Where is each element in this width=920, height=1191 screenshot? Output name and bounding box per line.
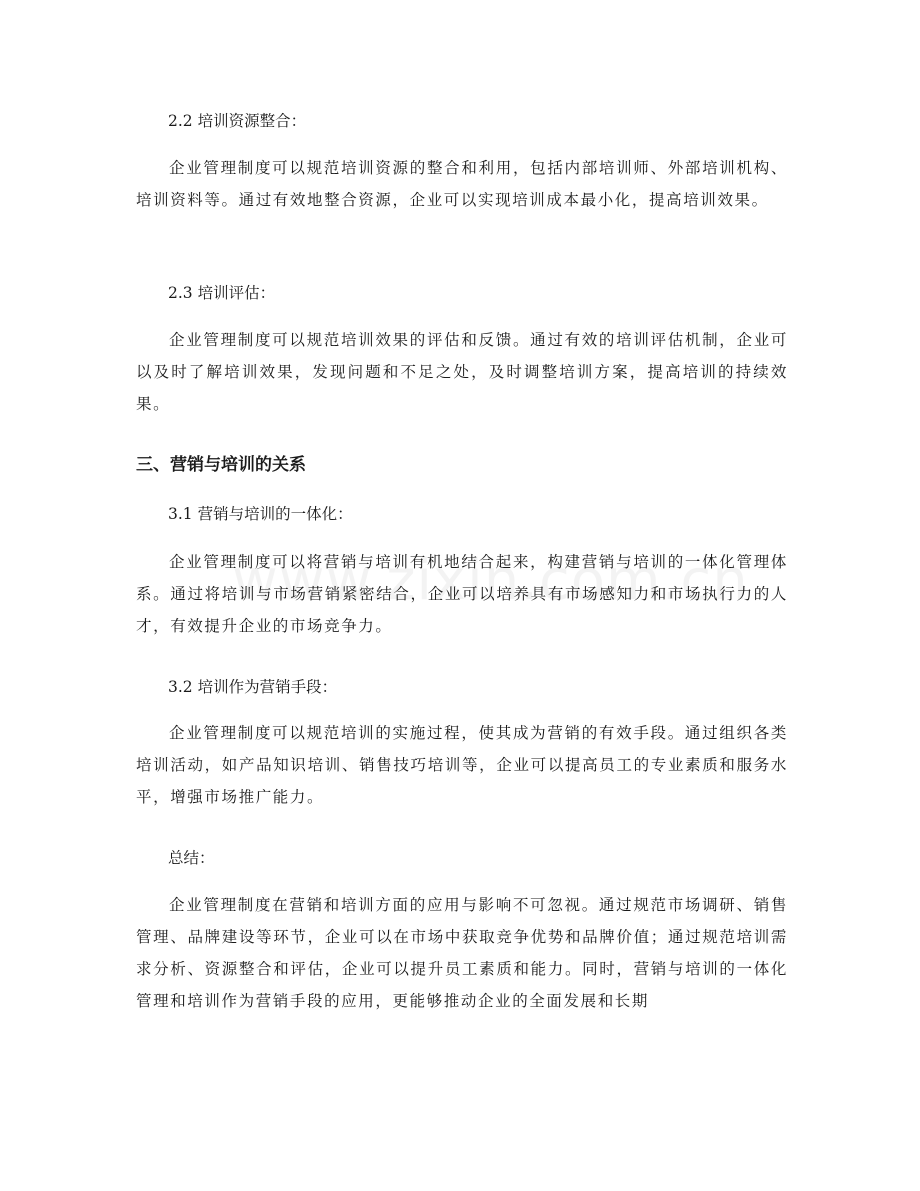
subheading-2-2: 2.2 培训资源整合：	[168, 112, 307, 130]
paragraph-2-3: 企业管理制度可以规范培训效果的评估和反馈。通过有效的培训评估机制，企业可以及时了解培训效果，发现问题和不足之处，及时调整培训方案，提高培训的持续效果。	[136, 331, 788, 413]
subheading-3-2: 3.2 培训作为营销手段：	[168, 678, 338, 696]
paragraph-3-1: 企业管理制度可以将营销与培训有机地结合起来，构建营销与培训的一体化管理体系。通过将培训与市场营销紧密结合，企业可以培养具有市场感知力和市场执行力的人才，有效提升企业的市场竞争力。	[136, 553, 788, 635]
paragraph-3-2: 企业管理制度可以规范培训的实施过程，使其成为营销的有效手段。通过组织各类培训活动，如产品知识培训、销售技巧培训等，企业可以提高员工的专业素质和服务水平，增强市场推广能力。	[136, 724, 788, 806]
paragraph-2-2: 企业管理制度可以规范培训资源的整合和利用，包括内部培训师、外部培训机构、培训资料等。通过有效地整合资源，企业可以实现培训成本最小化，提高培训效果。	[136, 159, 788, 209]
section-title-3: 三、营销与培训的关系	[136, 455, 306, 475]
subheading-3-1: 3.1 营销与培训的一体化：	[168, 505, 353, 523]
summary-paragraph: 企业管理制度在营销和培训方面的应用与影响不可忽视。通过规范市场调研、销售管理、品牌建设等环节，企业可以在市场中获取竞争优势和品牌价值；通过规范培训需求分析、资源整合和评估，企业可以提升员工素质和能力。同时，营销与培训的一体化管理和培训作为营销手段的应用，更能够推动企业的全面发展和长期	[136, 896, 788, 1010]
summary-heading: 总结：	[168, 849, 215, 867]
subheading-2-3: 2.3 培训评估：	[168, 284, 276, 302]
